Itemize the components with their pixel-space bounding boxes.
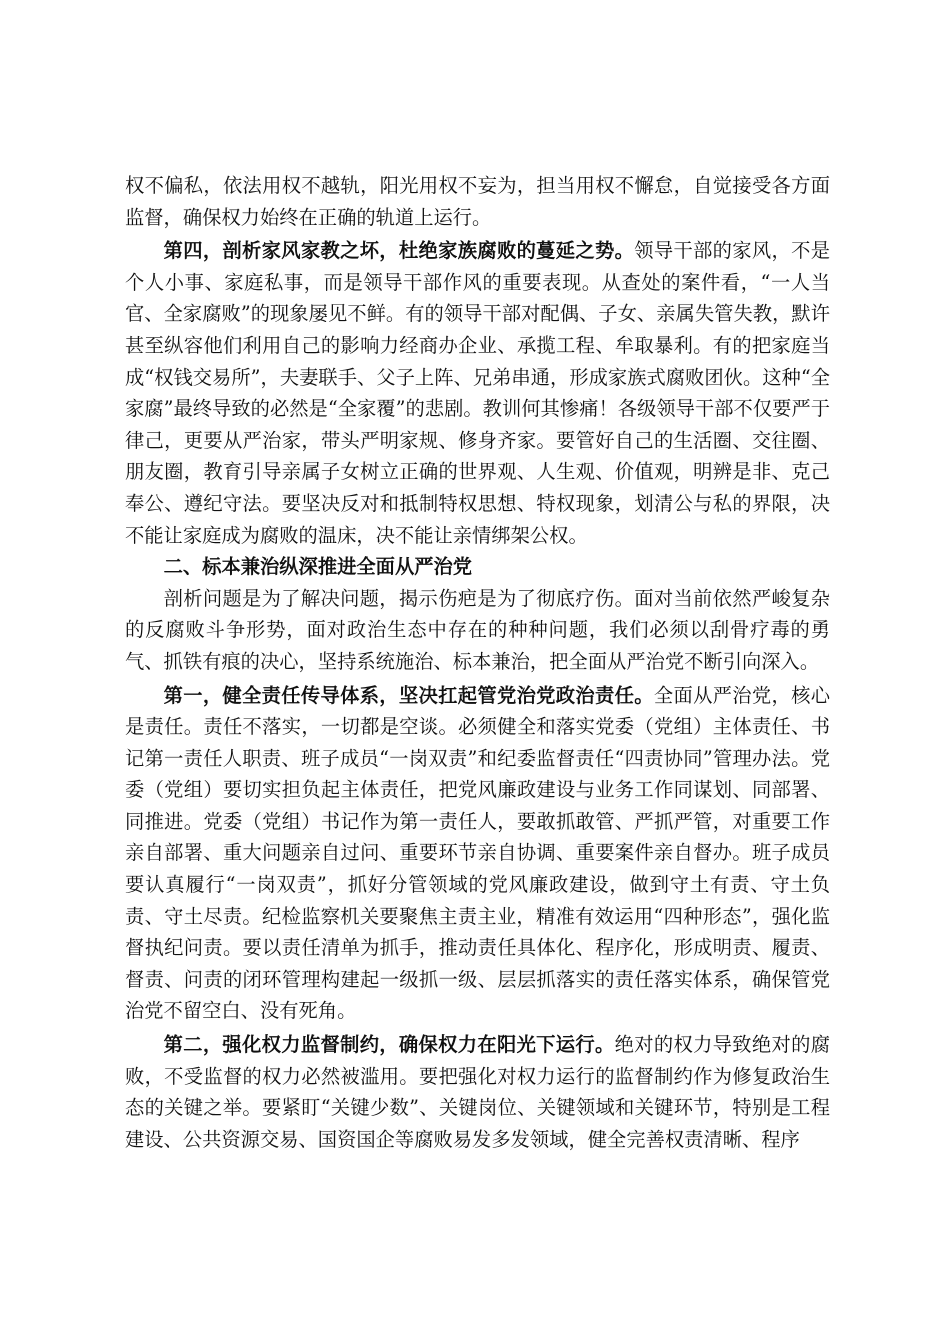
paragraph-fourth-lead: 第四，剖析家风家教之坏，杜绝家族腐败的蔓延之势。: [163, 239, 635, 263]
section-heading: 二、标本兼治纵深推进全面从严治党: [163, 555, 473, 579]
paragraph-continuation: 权不偏私，依法用权不越轨，阳光用权不妄为，担当用权不懈怠，自觉接受各方面监督，确保权力始终在正确的轨道上运行。: [125, 174, 830, 229]
paragraph-second-lead: 第二，强化权力监督制约，确保权力在阳光下运行。: [163, 1033, 615, 1057]
document-page: [125, 170, 830, 1155]
paragraph-fourth: [125, 235, 830, 551]
paragraph-intro: 剖析问题是为了解决问题，揭示伤疤是为了彻底疗伤。面对当前依然严峻复杂的反腐败斗争形势，面对政治生态中存在的种种问题，我们必须以刮骨疗毒的勇气、抓铁有痕的决心，坚持系统施治、标本兼治，把全面从严治党不断引向深入。: [125, 586, 830, 673]
paragraph-second-body: 绝对的权力导致绝对的腐败，不受监督的权力必然被滥用。要把强化对权力运行的监督制约作为修复政治生态的关键之举。要紧盯“关键少数”、关键岗位、关键领域和关键环节，特别是工程建设、公共资源交易、国资国企等腐败易发多发领域，健全完善权责清晰、程序: [125, 1033, 831, 1151]
paragraph-first-lead: 第一，健全责任传导体系，坚决扛起管党治党政治责任。: [163, 683, 654, 707]
paragraph-first: [125, 680, 830, 1028]
paragraph-first-body: 全面从严治党，核心是责任。责任不落实，一切都是空谈。必须健全和落实党委（党组）主体责任、书记第一责任人职责、班子成员“一岗双责”和纪委监督责任“四责协同”管理办法。党委（党组）要切实担负起主体责任，把党风廉政建设与业务工作同谋划、同部署、同推进。党委（党组）书记作为第一责任人，要敢抓敢管、严抓严管，对重要工作亲自部署、重大问题亲自过问、重要环节亲自协调、重要案件亲自督办。班子成员要认真履行“一岗双责”，抓好分管领域的党风廉政建设，做到守土有责、守土负责、守土尽责。纪检监察机关要聚焦主责主业，精准有效运用“四种形态”，强化监督执纪问责。要以责任清单为抓手，推动责任具体化、程序化，形成明责、履责、督责、问责的闭环管理构建起一级抓一级、层层抓落实的责任落实体系，确保管党治党不留空白、没有死角。: [125, 683, 831, 1023]
paragraph-second: [125, 1029, 830, 1155]
paragraph-fourth-body: 领导干部的家风，不是个人小事、家庭私事，而是领导干部作风的重要表现。从查处的案件看，“一人当官、全家腐败”的现象屡见不鲜。有的领导干部对配偶、子女、亲属失管失教，默许甚至纵容他们利用自己的影响力经商办企业、承揽工程、牟取暴利。有的把家庭当成“权钱交易所”，夫妻联手、父子上阵、兄弟串通，形成家族式腐败团伙。这种“全家腐”最终导致的必然是“全家覆”的悲剧。教训何其惨痛！各级领导干部不仅要严于律己，更要从严治家，带头严明家规、修身齐家。要管好自己的生活圈、交往圈、朋友圈，教育引导亲属子女树立正确的世界观、人生观、价值观，明辨是非、克己奉公、遵纪守法。要坚决反对和抵制特权思想、特权现象，划清公与私的界限，决不能让家庭成为腐败的温床，决不能让亲情绑架公权。: [125, 239, 831, 547]
